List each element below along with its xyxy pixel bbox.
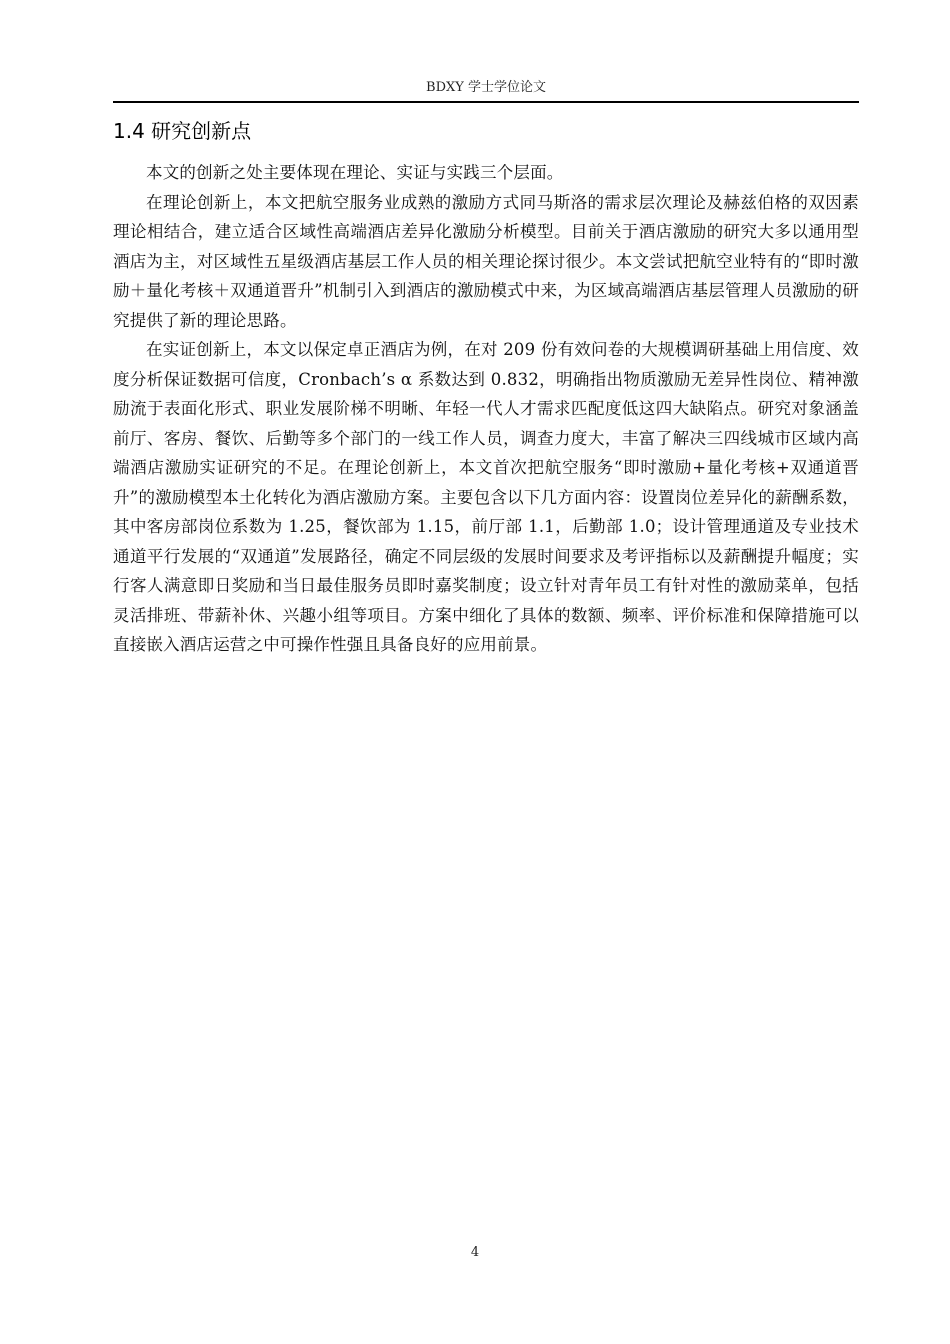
page-number: 4 bbox=[470, 1245, 480, 1260]
paragraph-theory-innovation: 在理论创新上，本文把航空服务业成熟的激励方式同马斯洛的需求层次理论及赫兹伯格的双因素理论相结合，建立适合区域性高端酒店差异化激励分析模型。目前关于酒店激励的研究大多以通用型酒店为主，对区域性五星级酒店基层工作人员的相关理论探讨很少。本文尝试把航空业特有的“即时激励＋量化考核＋双通道晋升”机制引入到酒店的激励模式中来，为区域高端酒店基层管理人员激励的研究提供了新的理论思路。 bbox=[113, 192, 859, 330]
header-divider bbox=[113, 101, 859, 103]
running-header: BDXY 学士学位论文 bbox=[426, 80, 546, 95]
paragraph-intro: 本文的创新之处主要体现在理论、实证与实践三个层面。 bbox=[146, 163, 564, 182]
section-body bbox=[113, 158, 859, 660]
section-heading: 1.4 研究创新点 bbox=[113, 119, 252, 143]
paragraph-empirical-innovation: 在实证创新上，本文以保定卓正酒店为例，在对 209 份有效问卷的大规模调研基础上用信度、效度分析保证数据可信度，Cronbach’s α 系数达到 0.832，明确指出物质激励无差异性岗位、精神激励流于表面化形式、职业发展阶梯不明晰、年轻一代人才需求匹配度低这四大缺陷点。研究对象涵盖前厅、客房、餐饮、后勤等多个部门的一线工作人员，调查力度大，丰富了解决三四线城市区域内高端酒店激励实证研究的不足。在理论创新上，本文首次把航空服务“即时激励+量化考核+双通道晋升”的激励模型本土化转化为酒店激励方案。主要包含以下几方面内容：设置岗位差异化的薪酬系数，其中客房部岗位系数为 1.25，餐饮部为 1.15，前厅部 1.1，后勤部 1.0；设计管理通道及专业技术通道平行发展的“双通道”发展路径，确定不同层级的发展时间要求及考评指标以及薪酬提升幅度；实行客人满意即日奖励和当日最佳服务员即时嘉奖制度；设立针对青年员工有针对性的激励菜单，包括灵活排班、带薪补休、兴趣小组等项目。方案中细化了具体的数额、频率、评价标准和保障措施可以直接嵌入酒店运营之中可操作性强且具备良好的应用前景。 bbox=[113, 340, 859, 654]
